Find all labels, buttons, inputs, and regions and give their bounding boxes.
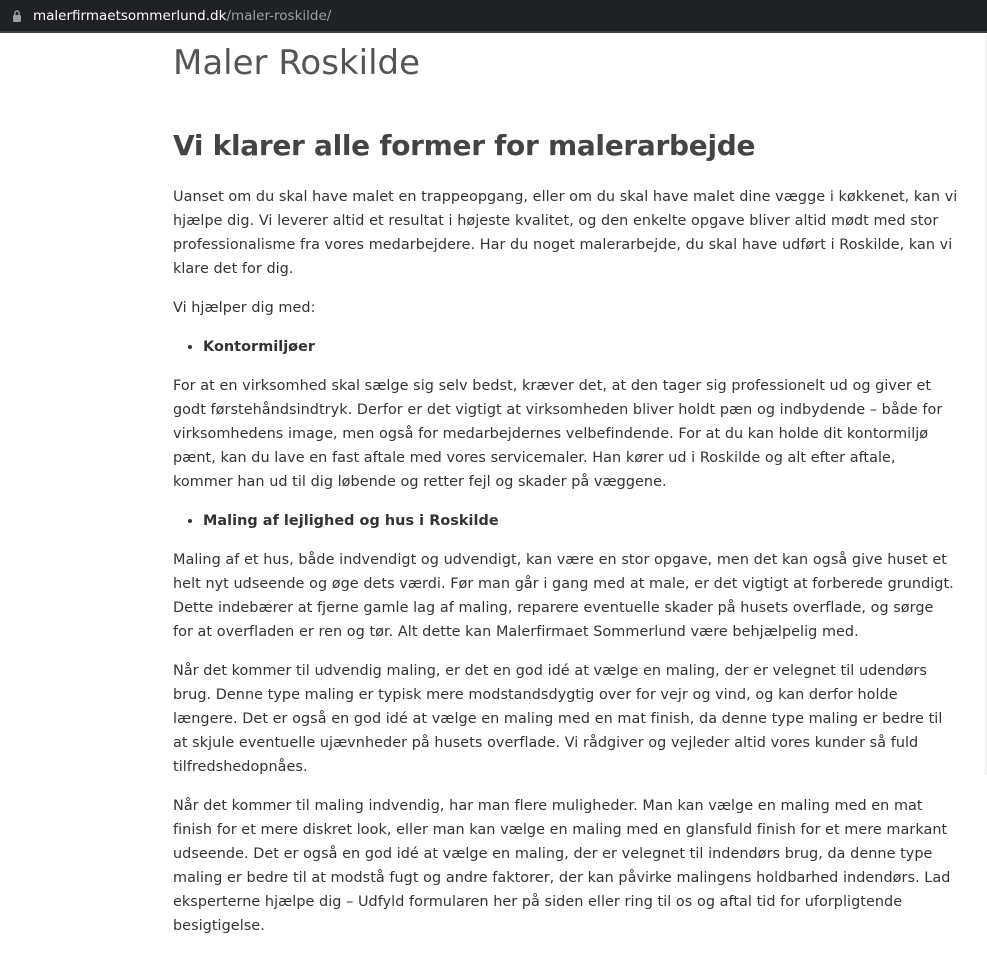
list-item-office: • Kontormiljøer [203, 335, 958, 359]
list-item-house: • Maling af lejlighed og hus i Roskilde [203, 509, 958, 533]
url-host: malerfirmaetsommerlund.dk [33, 8, 227, 24]
url-path: /maler-roskilde/ [226, 8, 332, 24]
service-list-2 [173, 509, 958, 533]
url-text[interactable] [33, 7, 331, 25]
house-paragraph: Maling af et hus, både indvendigt og udvendigt, kan være en stor opgave, men det kan også give huset et helt nyt udseende og øge dets værdi. Før man går i gang med at male, er det vigtigt at forberede grundigt. Dette indebærer at fjerne gamle lag af maling, reparere eventuelle skader på husets overflade, og sørge for at overfladen er ren og tør. Alt dette kan Malerfirmaet Sommerlund være behjælpelig med. [173, 552, 954, 640]
exterior-paragraph: Når det kommer til udvendig maling, er det en god idé at vælge en maling, der er velegnet til udendørs brug. Denne type maling er typisk mere modstandsdygtig over for vejr og vind, og kan derfor holde længere. Det er også en god idé at vælge en maling med en mat finish, da denne type maling er bedre til at skjule eventuelle ujævnheder på husets overflade. Vi rådgiver og vejleder altid vores kunder så fuld tilfredshedopnåes. [173, 663, 943, 775]
section-heading: Vi klarer alle former for malerarbejde [173, 129, 756, 162]
article-body [173, 185, 958, 953]
page-title: Maler Roskilde [173, 43, 421, 83]
lock-icon [12, 9, 22, 23]
interior-paragraph: Når det kommer til maling indvendig, har man flere muligheder. Man kan vælge en maling med en mat finish for et mere diskret look, eller man kan vælge en maling med en glansfuld finish for et mere markant udseende. Det er også en god idé at vælge en maling, der er velegnet til indendørs brug, da denne type maling er bedre til at modstå fugt og andre faktorer, der kan påvirke malingens holdbarhed indendørs. Lad eksperterne hjælpe dig – Udfyld formularen her på siden eller ring til os og aftal tid for uforpligtende besigtigelse. [173, 798, 951, 934]
address-bar[interactable] [0, 0, 987, 33]
intro-paragraph: Uanset om du skal have malet en trappeopgang, eller om du skal have malet dine vægge i køkkenet, kan vi hjælpe dig. Vi leverer altid et resultat i højeste kvalitet, og den enkelte opgave bliver altid mødt med stor professionalisme fra vores medarbejdere. Har du noget malerarbejde, du skal have udført i Roskilde, kan vi klare det for dig. [173, 189, 958, 277]
help-lead-paragraph: Vi hjælper dig med: [173, 300, 316, 316]
office-paragraph: For at en virksomhed skal sælge sig selv bedst, kræver det, at den tager sig professionelt ud og giver et godt førstehåndsindtryk. Derfor er det vigtigt at virksomheden bliver holdt pæn og indbydende – både for virksomhedens image, men også for medarbejdernes velbefindende. For at du kan holde dit kontormiljø pænt, kan du lave en fast aftale med vores servicemaler. Han kører ud i Roskilde og alt efter aftale, kommer han ud til dig løbende og retter fejl og skader på væggene. [173, 378, 943, 490]
service-list-1 [173, 335, 958, 359]
